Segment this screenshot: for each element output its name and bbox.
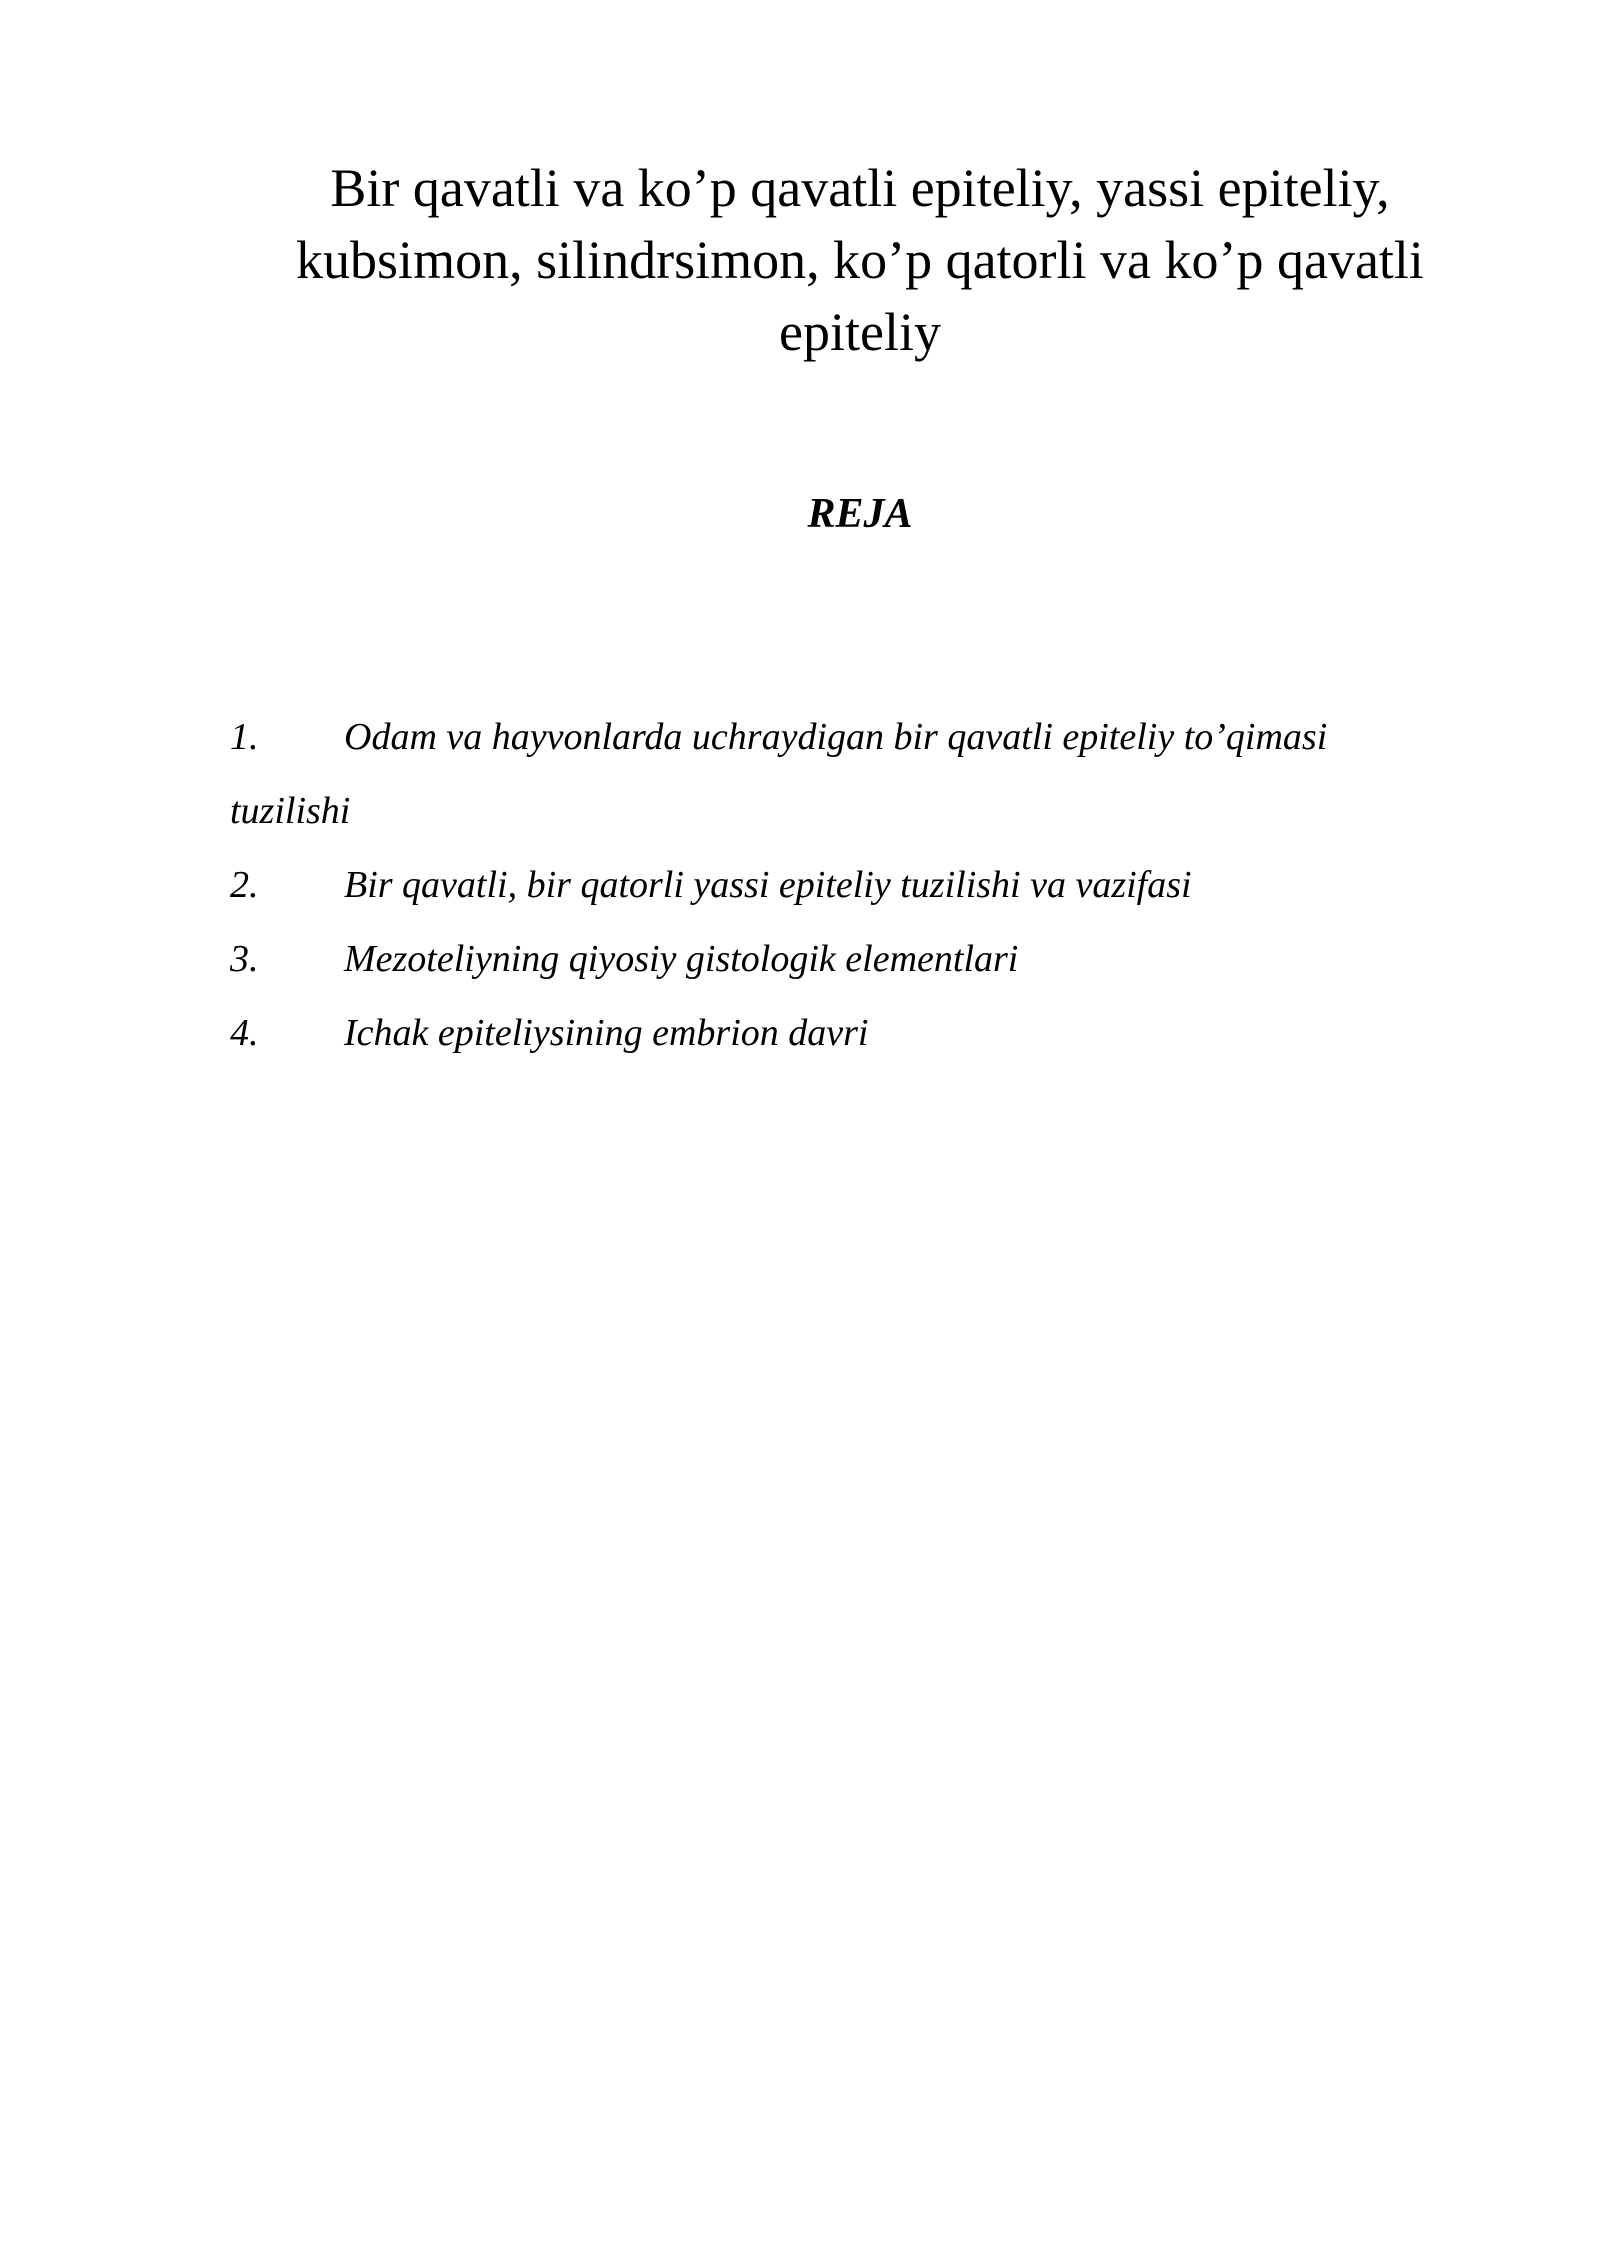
plan-item-3: [230, 922, 1530, 996]
title-line-2: kubsimon, silindrsimon, ko’p qatorli va ko’p qavatli: [296, 230, 1424, 290]
plan-item-1: [230, 700, 1530, 848]
plan-item-text: Bir qavatli, bir qatorli yassi epiteliy tuzilishi va vazifasi: [344, 864, 1192, 906]
plan-heading: REJA: [807, 491, 913, 537]
plan-item-text: Mezoteliyning qiyosiy gistologik elementlari: [344, 938, 1019, 980]
plan-item-continuation: tuzilishi: [230, 790, 351, 832]
plan-item-text: Ichak epiteliysining embrion davri: [344, 1012, 869, 1054]
plan-item-4: [230, 996, 1530, 1070]
title-line-1: Bir qavatli va ko’p qavatli epiteliy, yassi epiteliy,: [330, 158, 1390, 218]
document-title: [200, 152, 1520, 368]
plan-list: [230, 700, 1530, 1070]
plan-item-number: 3.: [230, 938, 259, 980]
plan-item-number: 4.: [230, 1012, 259, 1054]
plan-item-text: Odam va hayvonlarda uchraydigan bir qavatli epiteliy to’qimasi: [344, 716, 1328, 758]
plan-item-2: [230, 848, 1530, 922]
plan-item-number: 1.: [230, 716, 259, 758]
plan-item-number: 2.: [230, 864, 259, 906]
title-line-3: epiteliy: [779, 302, 941, 362]
